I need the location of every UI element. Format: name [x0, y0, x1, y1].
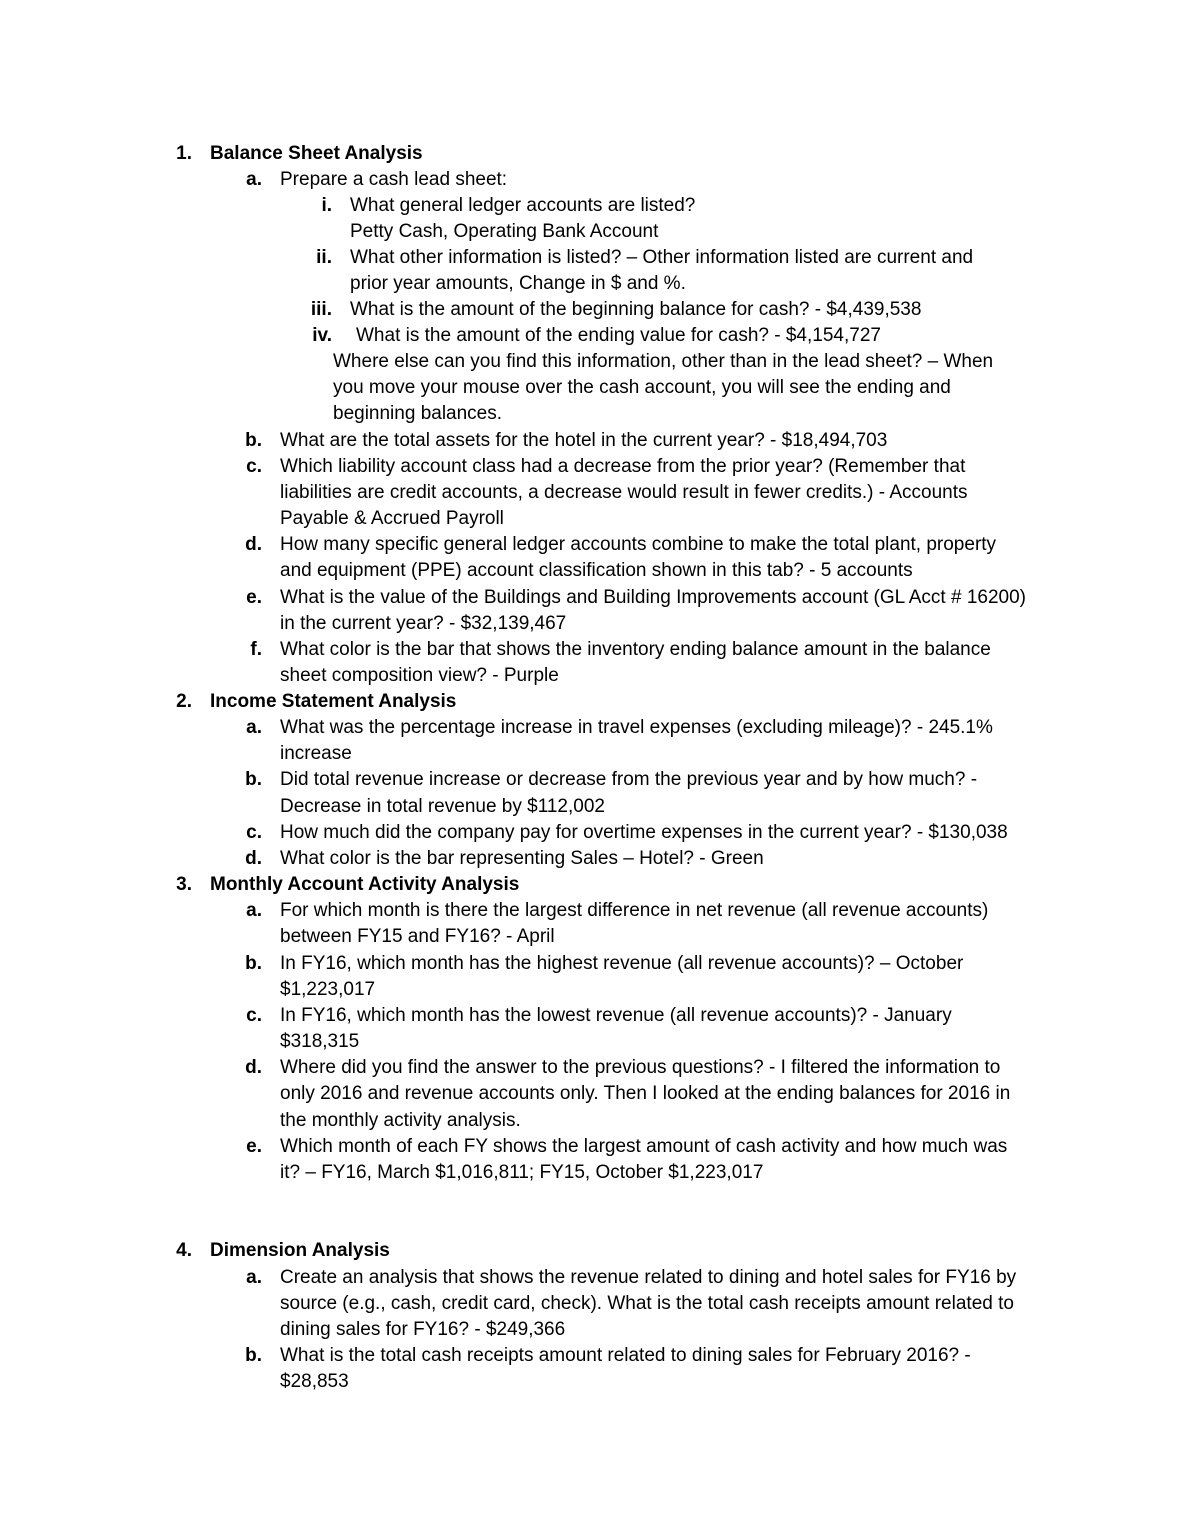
subitem-roman: iii. — [310, 299, 332, 320]
item-line: $318,315 — [280, 1031, 360, 1052]
item-letter: c. — [246, 822, 262, 843]
item-line: sheet composition view? - Purple — [280, 665, 559, 686]
subitem-roman: iv. — [312, 325, 332, 346]
item-line: How much did the company pay for overtime expenses in the current year? - $130,038 — [280, 822, 1008, 843]
item-letter: a. — [246, 1267, 262, 1288]
section-number: 4. — [176, 1240, 192, 1261]
section-title: Balance Sheet Analysis — [210, 143, 423, 164]
item-line: Which liability account class had a decrease from the prior year? (Remember that — [280, 456, 966, 477]
section-number: 3. — [176, 874, 192, 895]
item-line: $1,223,017 — [280, 979, 376, 1000]
item-line: source (e.g., cash, credit card, check). What is the total cash receipts amount related to — [280, 1293, 1014, 1314]
note-line: you move your mouse over the cash account, you will see the ending and — [333, 377, 951, 398]
item-line: Create an analysis that shows the revenue related to dining and hotel sales for FY16 by — [280, 1267, 1017, 1288]
note-line: beginning balances. — [333, 403, 503, 424]
item-line: the monthly activity analysis. — [280, 1110, 521, 1131]
item-line: and equipment (PPE) account classification shown in this tab? - 5 accounts — [280, 560, 913, 581]
subitem-line: prior year amounts, Change in $ and %. — [350, 273, 686, 294]
item-line: What color is the bar that shows the inventory ending balance amount in the balance — [280, 639, 991, 660]
item-letter: d. — [245, 1057, 262, 1078]
item-line: Decrease in total revenue by $112,002 — [280, 796, 605, 817]
item-letter: b. — [245, 1345, 262, 1366]
item-line: For which month is there the largest difference in net revenue (all revenue accounts) — [280, 900, 989, 921]
item-line: increase — [280, 743, 352, 764]
item-letter: e. — [246, 1136, 262, 1157]
item-line: In FY16, which month has the highest revenue (all revenue accounts)? – October — [280, 953, 964, 974]
item-letter: b. — [245, 430, 262, 451]
item-letter: a. — [246, 717, 262, 738]
item-line: liabilities are credit accounts, a decrease would result in fewer credits.) - Accounts — [280, 482, 968, 503]
subitem-roman: ii. — [316, 247, 332, 268]
subitem-line: What general ledger accounts are listed? — [350, 195, 696, 216]
item-line: Did total revenue increase or decrease from the previous year and by how much? - — [280, 769, 978, 790]
item-line: What is the value of the Buildings and Building Improvements account (GL Acct # 16200) — [280, 587, 1026, 608]
item-line: What are the total assets for the hotel in the current year? - $18,494,703 — [280, 430, 888, 451]
section-number: 2. — [176, 691, 192, 712]
item-line: dining sales for FY16? - $249,366 — [280, 1319, 566, 1340]
item-line: What is the total cash receipts amount related to dining sales for February 2016? - — [280, 1345, 971, 1366]
item-line: How many specific general ledger accounts combine to make the total plant, property — [280, 534, 997, 555]
item-line: Where did you find the answer to the previous questions? - I filtered the information to — [280, 1057, 1001, 1078]
item-line: Payable & Accrued Payroll — [280, 508, 504, 529]
item-letter: d. — [245, 848, 262, 869]
item-letter: c. — [246, 1005, 262, 1026]
item-letter: b. — [245, 769, 262, 790]
item-letter: b. — [245, 953, 262, 974]
item-line: Which month of each FY shows the largest amount of cash activity and how much was — [280, 1136, 1008, 1157]
item-line: between FY15 and FY16? - April — [280, 926, 555, 947]
item-line: In FY16, which month has the lowest revenue (all revenue accounts)? - January — [280, 1005, 952, 1026]
note-line: Where else can you find this information, other than in the lead sheet? – When — [333, 351, 994, 372]
item-line: only 2016 and revenue accounts only. Then I looked at the ending balances for 2016 in — [280, 1083, 1011, 1104]
section-number: 1. — [176, 143, 192, 164]
subitem-line: What is the amount of the ending value for cash? - $4,154,727 — [356, 325, 881, 346]
item-letter: d. — [245, 534, 262, 555]
section-title: Monthly Account Activity Analysis — [210, 874, 520, 895]
item-line: in the current year? - $32,139,467 — [280, 613, 567, 634]
item-line: $28,853 — [280, 1371, 349, 1392]
item-letter: f. — [250, 639, 262, 660]
item-line: What color is the bar representing Sales – Hotel? - Green — [280, 848, 764, 869]
subitem-line: What is the amount of the beginning balance for cash? - $4,439,538 — [350, 299, 922, 320]
subitem-line: Petty Cash, Operating Bank Account — [350, 221, 659, 242]
item-line: it? – FY16, March $1,016,811; FY15, October $1,223,017 — [280, 1162, 764, 1183]
section-title: Income Statement Analysis — [210, 691, 457, 712]
subitem-line: What other information is listed? – Other information listed are current and — [350, 247, 974, 268]
item-letter: e. — [246, 587, 262, 608]
subitem-roman: i. — [321, 195, 332, 216]
item-letter: c. — [246, 456, 262, 477]
item-letter: a. — [246, 900, 262, 921]
item-line: What was the percentage increase in travel expenses (excluding mileage)? - 245.1% — [280, 717, 993, 738]
section-title: Dimension Analysis — [210, 1240, 390, 1261]
item-letter: a. — [246, 169, 262, 190]
item-text: Prepare a cash lead sheet: — [280, 169, 508, 190]
